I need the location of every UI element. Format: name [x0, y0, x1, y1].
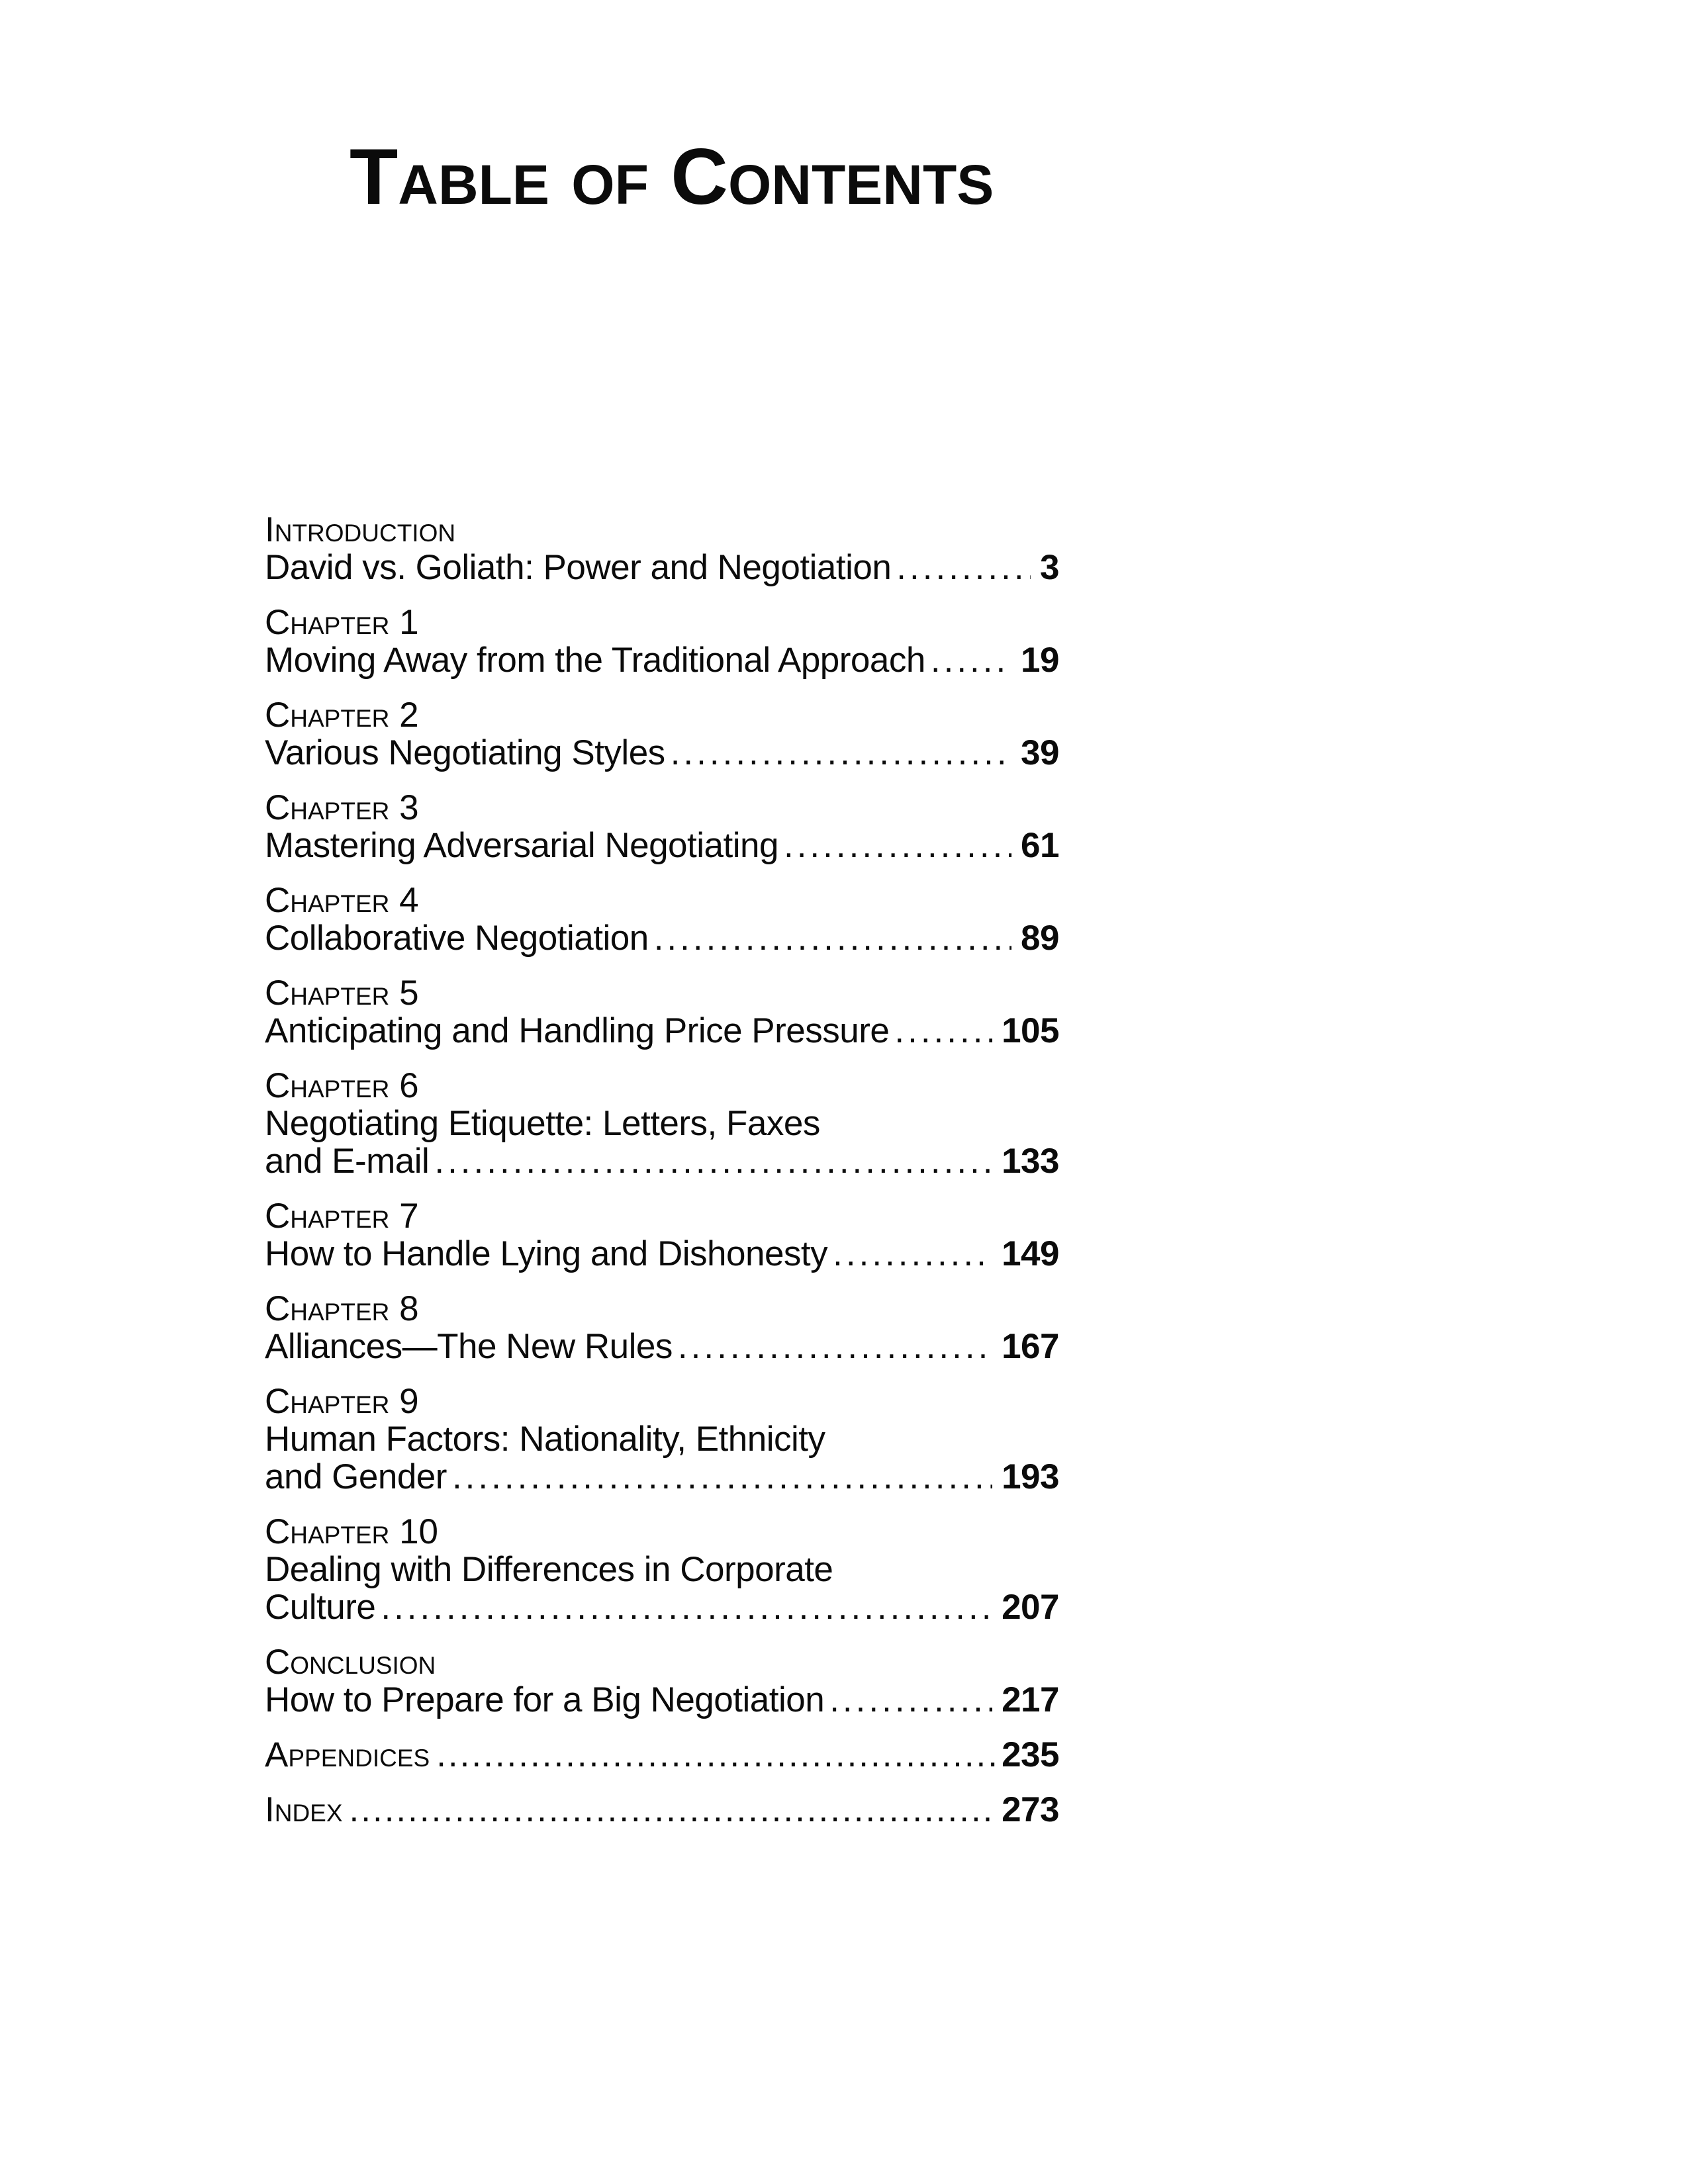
toc-entry-line — [265, 1328, 1059, 1365]
toc-entry — [265, 974, 1059, 1050]
toc-heading-line — [265, 1197, 1059, 1235]
toc-page-number: 89 — [1021, 919, 1059, 958]
toc-entry-line — [265, 1458, 1059, 1496]
toc-entry — [265, 789, 1059, 864]
dot-leader — [894, 1012, 992, 1050]
toc-heading-line — [265, 511, 1059, 549]
dot-leader — [436, 1736, 998, 1774]
toc-entry-line — [265, 641, 1059, 679]
toc-entry — [265, 511, 1059, 586]
toc-heading: Chapter 6 — [265, 1066, 419, 1105]
toc-heading: Chapter 5 — [265, 974, 419, 1013]
toc-entry-line — [265, 734, 1059, 772]
toc-entry — [265, 1513, 1059, 1626]
toc-heading-line — [265, 974, 1059, 1012]
dot-leader — [671, 734, 1011, 772]
toc-entry-line — [265, 1588, 1059, 1626]
dot-leader — [350, 1791, 998, 1829]
toc-heading: Index — [265, 1790, 343, 1829]
toc-heading-line — [265, 1791, 1059, 1829]
toc-heading: Chapter 10 — [265, 1512, 439, 1551]
toc-heading: Chapter 9 — [265, 1382, 419, 1421]
toc-entry-line — [265, 1681, 1059, 1719]
toc-entry — [265, 882, 1059, 957]
toc-heading: Chapter 2 — [265, 696, 419, 735]
toc-entry — [265, 1736, 1059, 1774]
toc-heading-line — [265, 1383, 1059, 1420]
toc-entry-line — [265, 549, 1059, 586]
toc-entry-text: Alliances—The New Rules — [265, 1327, 673, 1366]
toc-entry-line — [265, 1551, 1059, 1588]
toc-heading-line — [265, 696, 1059, 734]
toc-entry-line — [265, 1142, 1059, 1180]
toc-entry-text: Negotiating Etiquette: Letters, Faxes — [265, 1104, 820, 1143]
toc-heading: Appendices — [265, 1735, 430, 1774]
toc-page-number: 19 — [1021, 641, 1059, 680]
toc-content — [265, 127, 1059, 1829]
toc-page-number: 133 — [1002, 1142, 1059, 1181]
toc-entry-line — [265, 1012, 1059, 1050]
dot-leader — [434, 1142, 992, 1180]
toc-heading-line — [265, 1290, 1059, 1328]
toc-entry — [265, 1197, 1059, 1273]
toc-page-number: 193 — [1002, 1457, 1059, 1496]
toc-entry-text: Anticipating and Handling Price Pressure — [265, 1011, 890, 1050]
toc-entry-text: Mastering Adversarial Negotiating — [265, 826, 778, 865]
toc-entry-line — [265, 1105, 1059, 1142]
toc-entry-text: David vs. Goliath: Power and Negotiation — [265, 548, 892, 587]
toc-heading-line — [265, 1067, 1059, 1105]
dot-leader — [931, 641, 1011, 679]
toc-heading: Chapter 1 — [265, 603, 419, 642]
toc-entry-text: Various Negotiating Styles — [265, 733, 665, 772]
toc-entry-line — [265, 1235, 1059, 1273]
dot-leader — [896, 549, 1031, 586]
toc-page-number: 149 — [1002, 1234, 1059, 1273]
toc-entry — [265, 1290, 1059, 1365]
toc-entry — [265, 1791, 1059, 1829]
toc-page-number: 61 — [1021, 826, 1059, 865]
toc-entry — [265, 604, 1059, 679]
toc-entry-line — [265, 919, 1059, 957]
toc-entry — [265, 1383, 1059, 1496]
page-title: Table of Contents — [350, 132, 994, 221]
toc-heading-line — [265, 789, 1059, 827]
toc-page-number: 273 — [1002, 1790, 1059, 1829]
toc-entry — [265, 696, 1059, 772]
toc-heading-line — [265, 1513, 1059, 1551]
dot-leader — [381, 1588, 992, 1626]
dot-leader — [678, 1328, 992, 1365]
toc-heading: Chapter 3 — [265, 788, 419, 827]
toc-heading: Introduction — [265, 510, 456, 549]
toc-heading-line — [265, 882, 1059, 919]
dot-leader — [452, 1458, 992, 1496]
toc-page-number: 235 — [1002, 1735, 1059, 1774]
dot-leader — [829, 1681, 992, 1719]
toc-entry-text: Culture — [265, 1588, 376, 1627]
toc-page-number: 217 — [1002, 1680, 1059, 1719]
toc-heading: Chapter 8 — [265, 1289, 419, 1328]
toc-entry-text: Moving Away from the Traditional Approach — [265, 641, 925, 680]
dot-leader — [833, 1235, 992, 1273]
toc-page-number: 39 — [1021, 733, 1059, 772]
toc-entry-text: Collaborative Negotiation — [265, 919, 649, 958]
toc-page-number: 105 — [1002, 1011, 1059, 1050]
toc-page-number: 3 — [1040, 548, 1059, 587]
toc-heading-line — [265, 604, 1059, 641]
toc-entry-text: Dealing with Differences in Corporate — [265, 1550, 833, 1589]
toc-entry — [265, 1643, 1059, 1719]
dot-leader — [654, 919, 1011, 957]
toc-heading-line — [265, 1643, 1059, 1681]
toc-entry-text: How to Prepare for a Big Negotiation — [265, 1680, 825, 1719]
toc-entry-text: How to Handle Lying and Dishonesty — [265, 1234, 828, 1273]
toc-list — [265, 511, 1059, 1829]
toc-entry-text: Human Factors: Nationality, Ethnicity — [265, 1420, 825, 1459]
toc-heading: Chapter 4 — [265, 881, 419, 920]
toc-heading: Conclusion — [265, 1643, 436, 1682]
toc-heading: Chapter 7 — [265, 1197, 419, 1236]
toc-entry-text: and E-mail — [265, 1142, 430, 1181]
toc-entry — [265, 1067, 1059, 1180]
toc-entry-line — [265, 1420, 1059, 1458]
toc-page-number: 207 — [1002, 1588, 1059, 1627]
toc-entry-line — [265, 827, 1059, 864]
toc-page-number: 167 — [1002, 1327, 1059, 1366]
toc-heading-line — [265, 1736, 1059, 1774]
toc-entry-text: and Gender — [265, 1457, 447, 1496]
dot-leader — [784, 827, 1011, 864]
